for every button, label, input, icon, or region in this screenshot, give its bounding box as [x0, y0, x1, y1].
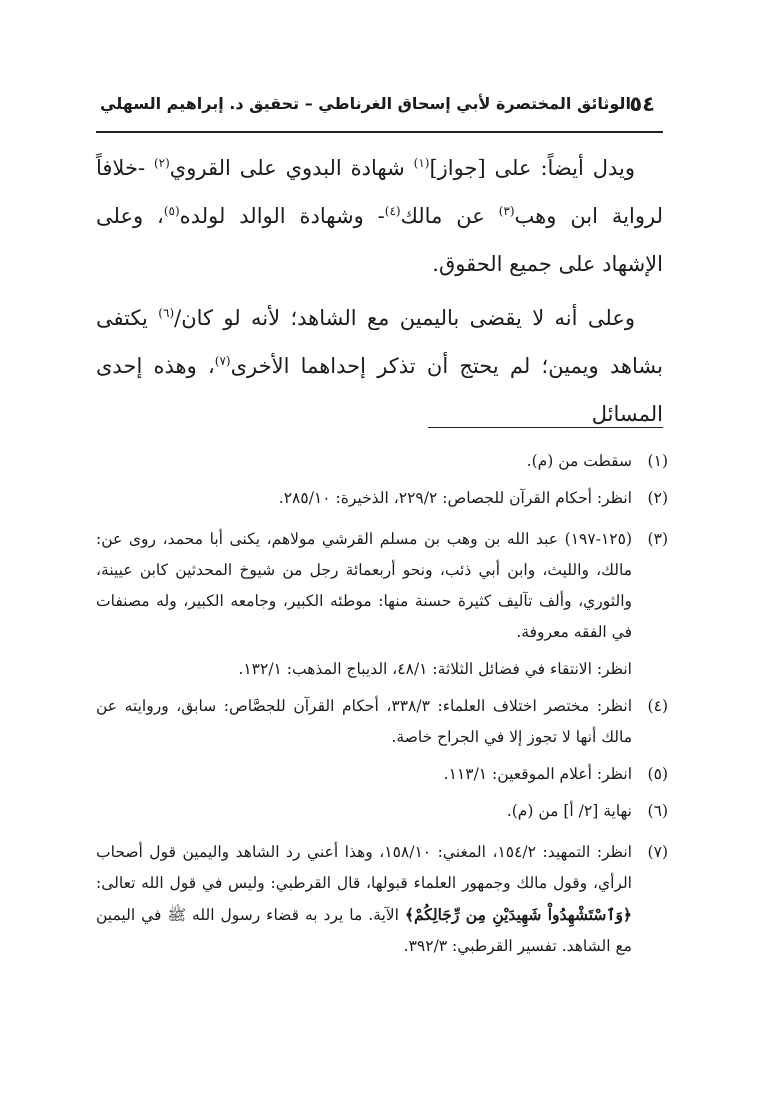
footnote-text: انظر: أحكام القرآن للجصاص: ٢٢٩/٢، الذخيرة: ٢٨٥/١٠.: [278, 489, 632, 507]
footnote-ref-2: (٢): [153, 156, 170, 170]
footnote-ref-7: (٧): [214, 354, 231, 368]
page-number: ٥٤: [629, 92, 655, 116]
footnote-ref-5: (٥): [163, 204, 180, 218]
quran-verse: ﴿وَٱسْتَشْهِدُواْ شَهِيدَيْنِ مِن رِّجَالِكُمْ﴾: [404, 905, 633, 924]
text-segment: ، وهذه إحدى المسائل: [96, 354, 663, 426]
footnote-7: [96, 837, 668, 962]
footnote-text: [96, 837, 632, 962]
footnote-text: انظر: أعلام الموقعين: ١١٣/١.: [443, 765, 632, 783]
footnote-number: (٤): [647, 697, 668, 715]
footnote-ref-3: (٣): [498, 204, 515, 218]
footnote-number: (٢): [647, 489, 668, 507]
footnote-text: انظر: مختصر اختلاف العلماء: ٣٣٨/٣، أحكام القرآن للجصَّاص: سابق، وروايته عن مالك أنها لا تجوز إلا في الجراح خاصة.: [96, 697, 632, 746]
footnote-text: (١٢٥-١٩٧) عبد الله بن وهب بن مسلم القرشي مولاهم، يكنى أبا محمد، روى عن: مالك، والليث، وابن أبي ذئب، ونحو أربعمائة رجل من شيوخ المحدثين كابن عيينة، والثوري، وألف تآليف كثيرة حسنة منها: موطئه الكبير، وجامعه الكبير، وله مصنفات في الفقه معروفة.: [96, 530, 632, 641]
text-segment: ، وعلى الإشهاد على جميع الحقوق.: [96, 204, 663, 276]
footnote-number: (٣): [647, 530, 668, 548]
footnote-4: [96, 691, 668, 753]
footnote-number: (٦): [647, 802, 668, 820]
footnote-divider: [428, 427, 663, 428]
footnote-number: (١): [647, 452, 668, 470]
text-segment: الآية. ما يرد به قضاء رسول الله ﷺ في اليمين مع الشاهد. تفسير القرطبي: ٣٩٢/٣.: [96, 906, 632, 955]
footnote-ref-4: (٤): [384, 204, 401, 218]
footnote-text: سقطت من (م).: [526, 452, 632, 470]
text-segment: -خلافاً لرواية ابن وهب: [96, 156, 663, 228]
footnote-ref-1: (١): [413, 156, 430, 170]
footnote-ref-6: (٦): [158, 306, 175, 320]
footnotes: [96, 446, 668, 968]
text-segment: عن مالك: [400, 204, 499, 228]
text-segment: شهادة البدوي على القروي: [169, 156, 414, 180]
footnote-number: (٥): [647, 765, 668, 783]
footnote-5: [96, 759, 668, 790]
text-segment: - وشهادة الوالد لولده: [179, 204, 385, 228]
footnote-text: نهاية [٢/ أ] من (م).: [506, 802, 632, 820]
paragraph-2: [96, 294, 663, 438]
footnote-3: [96, 524, 668, 648]
running-title: الوثائق المختصرة لأبي إسحاق الغرناطي – تحقيق د. إبراهيم السهلي: [100, 94, 631, 113]
footnote-1: [96, 446, 668, 477]
footnote-3-references: انظر: الانتقاء في فضائل الثلاثة: ٤٨/١، الديباج المذهب: ١٣٢/١.: [238, 660, 632, 678]
text-segment: انظر: التمهيد: ١٥٤/٢، المغني: ١٥٨/١٠، وهذا أعني رد الشاهد واليمين قول أصحاب الرأي، وقول مالك وجمهور العلماء قبولها، قال القرطبي: وليس في قول الله تعالى:: [96, 843, 632, 892]
footnote-number: (٧): [647, 843, 668, 861]
footnote-2: [96, 483, 668, 514]
header-divider: [96, 131, 663, 133]
main-text: [96, 144, 663, 438]
page-header: [96, 92, 663, 132]
text-segment: وعلى أنه لا يقضى باليمين مع الشاهد؛ لأنه لو كان/: [174, 306, 635, 330]
text-segment: يكتفى بشاهد ويمين؛ لم يحتج أن تذكر إحداهما الأخرى: [96, 306, 663, 378]
text-segment: ويدل أيضاً: على [جواز]: [429, 156, 635, 180]
footnote-6: [96, 796, 668, 827]
paragraph-1: [96, 144, 663, 288]
